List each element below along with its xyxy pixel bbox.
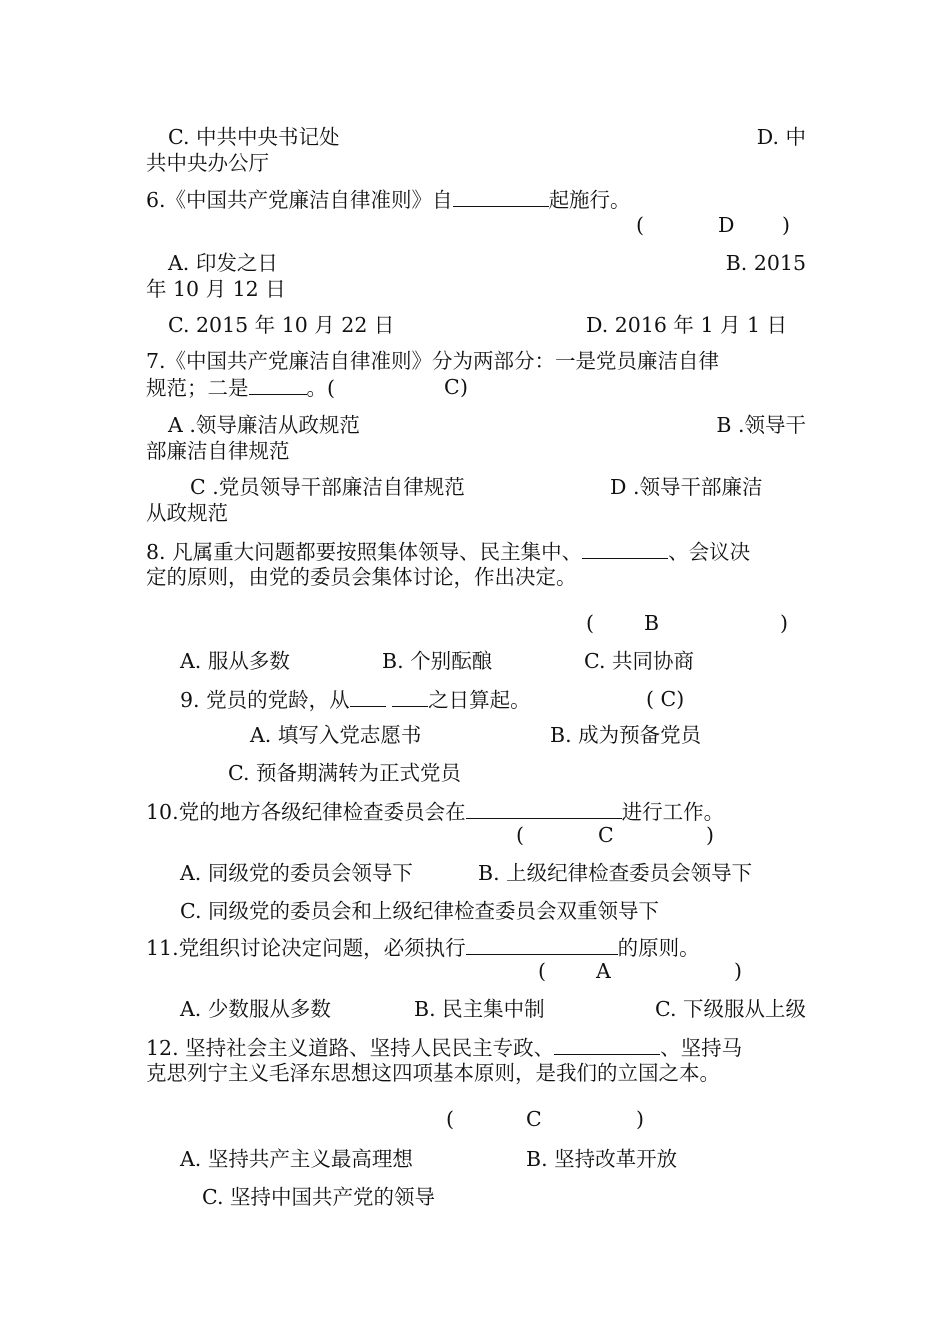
q7-line2-b: 。( [306, 376, 335, 400]
q5-option-c: C. 中共中央书记处 [168, 125, 340, 149]
q8-option-c: C. 共同协商 [584, 649, 694, 673]
q10-answer: C [598, 823, 614, 847]
q7-option-b-head: B .领导干 [716, 413, 806, 437]
q11-paren-close: ) [734, 959, 742, 983]
q12-line1-b: 、坚持马 [660, 1036, 743, 1060]
q8-blank [582, 538, 668, 559]
q11-stem-b: 的原则。 [617, 936, 700, 960]
q7-option-b-tail: 部廉洁自律规范 [146, 439, 290, 463]
q8-option-b: B. 个别酝酿 [382, 649, 493, 673]
q8-answer: B [644, 611, 660, 635]
q6-paren-close: ) [782, 213, 790, 237]
q12-line2: 克思列宁主义毛泽东思想这四项基本原则，是我们的立国之本。 [146, 1061, 720, 1085]
q11-blank [466, 934, 618, 955]
q7-option-c: C .党员领导干部廉洁自律规范 [190, 475, 465, 499]
q10-blank [466, 798, 622, 819]
q12-paren-close: ) [636, 1107, 644, 1131]
q8-paren-close: ) [780, 611, 788, 635]
q8-line1-b: 、会议决 [668, 540, 751, 564]
q9-option-c: C. 预备期满转为正式党员 [228, 761, 461, 785]
q10-paren-close: ) [706, 823, 714, 847]
q6-option-b-head: B. 2015 [725, 251, 806, 275]
q11-option-c: C. 下级服从上级 [655, 997, 806, 1021]
q7-option-d-head: D .领导干部廉洁 [610, 475, 763, 499]
q6-blank [453, 186, 549, 207]
q6-option-d: D. 2016 年 1 月 1 日 [586, 313, 788, 337]
q7-line1: 7.《中国共产党廉洁自律准则》分为两部分：一是党员廉洁自律 [146, 349, 720, 373]
q12-paren-open: ( [446, 1107, 454, 1131]
q8-line2: 定的原则，由党的委员会集体讨论，作出决定。 [146, 565, 577, 589]
q7-option-a: A .领导廉洁从政规范 [168, 413, 360, 437]
q10-option-a: A. 同级党的委员会领导下 [180, 861, 413, 885]
q9-stem-a: 9. 党员的党龄，从 [180, 688, 350, 712]
q11-answer: A [596, 959, 611, 983]
q11-option-a: A. 少数服从多数 [180, 997, 331, 1021]
q7-option-d-tail: 从政规范 [146, 501, 228, 525]
q8-paren-open: ( [586, 611, 594, 635]
q9-option-a: A. 填写入党志愿书 [250, 723, 422, 747]
q7-line2-a: 规范；二是 [146, 376, 249, 400]
q7-paren-close: ) [460, 375, 468, 399]
q12-option-b: B. 坚持改革开放 [526, 1147, 678, 1171]
q8-option-a: A. 服从多数 [180, 649, 290, 673]
q5-option-d-head: D. 中 [756, 125, 806, 149]
q7-answer: C [444, 375, 460, 399]
q12-option-c: C. 坚持中国共产党的领导 [202, 1185, 435, 1209]
q6-stem-a: 6.《中国共产党廉洁自律准则》自 [146, 188, 453, 212]
q10-stem-b: 进行工作。 [621, 800, 725, 824]
q6-paren-open: ( [636, 213, 644, 237]
q10-option-b: B. 上级纪律检查委员会领导下 [478, 861, 753, 885]
q6-option-b-tail: 年 10 月 12 日 [146, 277, 286, 301]
q8-line1-a: 8. 凡属重大问题都要按照集体领导、民主集中、 [146, 540, 583, 564]
q12-blank [554, 1034, 660, 1055]
q9-option-b: B. 成为预备党员 [550, 723, 702, 747]
q9-answer: ( C) [646, 687, 685, 711]
q9-stem-b: 之日算起。 [428, 688, 531, 712]
q6-answer: D [718, 213, 735, 237]
q10-option-c: C. 同级党的委员会和上级纪律检查委员会双重领导下 [180, 899, 659, 923]
q5-option-d-tail: 共中央办公厅 [146, 151, 269, 175]
q10-paren-open: ( [516, 823, 524, 847]
q6-option-a: A. 印发之日 [168, 251, 278, 275]
q6-option-c: C. 2015 年 10 月 22 日 [168, 313, 395, 337]
q11-stem-a: 11.党组织讨论决定问题，必须执行 [146, 936, 466, 960]
q9-blank-1 [350, 686, 386, 707]
q10-stem-a: 10.党的地方各级纪律检查委员会在 [146, 800, 466, 824]
q7-blank [249, 374, 307, 395]
q11-paren-open: ( [538, 959, 546, 983]
q6-stem-b: 起施行。 [548, 188, 631, 212]
q12-option-a: A. 坚持共产主义最高理想 [180, 1147, 413, 1171]
q11-option-b: B. 民主集中制 [414, 997, 545, 1021]
q9-blank-2 [392, 686, 428, 707]
q12-line1-a: 12. 坚持社会主义道路、坚持人民民主专政、 [146, 1036, 555, 1060]
q12-answer: C [526, 1107, 542, 1131]
